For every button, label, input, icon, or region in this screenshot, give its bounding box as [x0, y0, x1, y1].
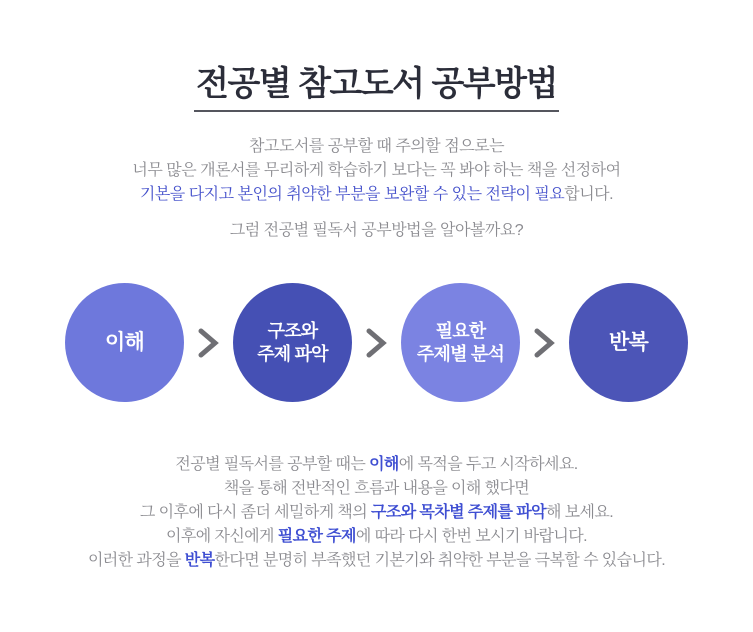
outro-line-3-key: 구조와 목차별 주제를 파악	[370, 504, 546, 522]
outro-line-1-key: 이해	[369, 456, 399, 474]
step-label: 이해	[105, 330, 144, 354]
outro-line-5-c: 한다면 분명히 부족했던 기본기와 취약한 부분을 극복할 수 있습니다.	[214, 552, 666, 570]
step-label: 반복	[609, 330, 648, 354]
outro-line-4-c: 에 따라 다시 한번 보시기 바랍니다.	[355, 528, 587, 546]
outro-line-1-c: 에 목적을 두고 시작하세요.	[398, 456, 578, 474]
chevron-right-icon	[534, 328, 555, 358]
outro-line-3-a: 그 이후에 다시 좀더 세밀하게 책의	[139, 504, 371, 522]
outro-line-5-a: 이러한 과정을	[87, 552, 185, 570]
intro-line-3-highlight: 기본을 다지고 본인의 취약한 부분을 보완할 수 있는 전략이 필요	[139, 186, 565, 204]
process-flow-diagram	[0, 283, 753, 402]
step-label-line2: 주제별 분석	[416, 343, 505, 364]
step-label-line1: 구조와	[267, 320, 318, 341]
intro-line-3	[0, 183, 753, 207]
outro-line-1	[0, 453, 753, 477]
outro-line-3-c: 해 보세요.	[545, 504, 614, 522]
outro-line-4	[0, 525, 753, 549]
step-label-line1: 필요한	[435, 320, 486, 341]
outro-line-4-a: 이후에 자신에게	[166, 528, 278, 546]
intro-line-3-rest: 합니다.	[564, 186, 614, 204]
step-label-line2: 주제 파악	[257, 343, 328, 364]
step-circle-topic-analysis	[401, 283, 520, 402]
outro-line-4-key: 필요한 주제	[277, 528, 356, 546]
outro-line-2: 책을 통해 전반적인 흐름과 내용을 이해 했다면	[223, 480, 530, 498]
intro-line-1: 참고도서를 공부할 때 주의할 점으로는	[248, 138, 505, 156]
outro-line-5	[0, 549, 753, 573]
outro-line-5-key: 반복	[184, 552, 215, 570]
intro-question: 그럼 전공별 필독서 공부방법을 알아볼까요?	[229, 222, 524, 240]
step-circle-repeat	[569, 283, 688, 402]
page-title: 전공별 참고도서 공부방법	[194, 66, 559, 112]
step-circle-structure	[233, 283, 352, 402]
outro-paragraph	[0, 453, 753, 573]
step-circle-understand	[65, 283, 184, 402]
title-section	[0, 0, 753, 112]
intro-paragraph	[0, 135, 753, 243]
outro-line-1-a: 전공별 필독서를 공부할 때는	[175, 456, 370, 474]
chevron-right-icon	[366, 328, 387, 358]
outro-line-3	[0, 501, 753, 525]
intro-line-2: 너무 많은 개론서를 무리하게 학습하기 보다는 꼭 봐야 하는 책을 선정하여	[132, 162, 621, 180]
chevron-right-icon	[198, 328, 219, 358]
